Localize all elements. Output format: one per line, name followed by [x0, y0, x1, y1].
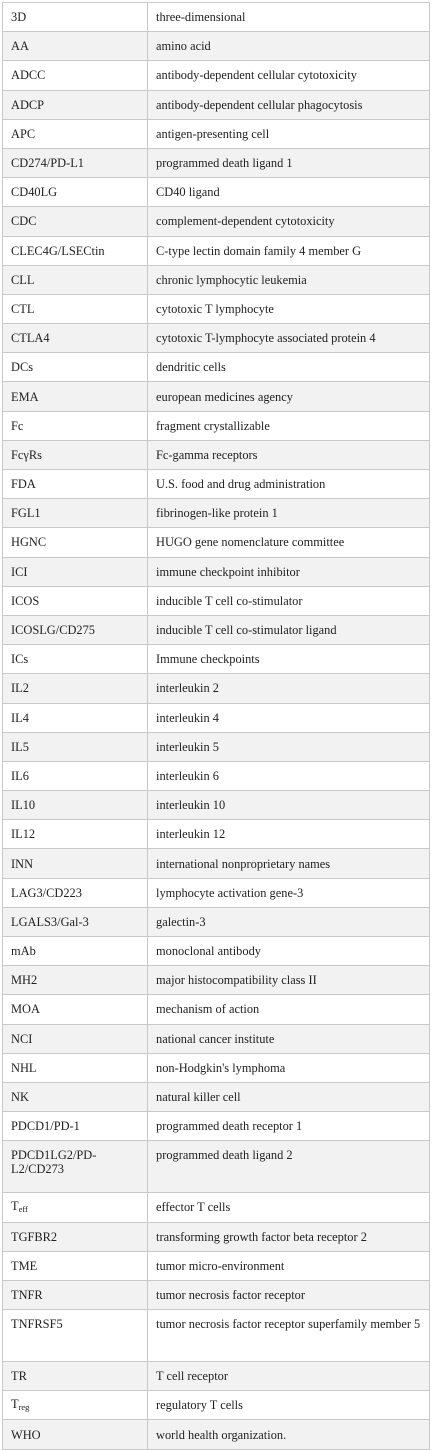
table-row	[3, 1310, 430, 1362]
abbreviation-term: ICI	[11, 564, 28, 579]
table-row	[3, 557, 430, 586]
definition-cell	[148, 937, 430, 966]
abbreviation-term: CTL	[11, 301, 35, 316]
abbreviation-term: IL5	[11, 739, 29, 754]
definition-text: cytotoxic T-lymphocyte associated protein 4	[156, 331, 376, 346]
table-row	[3, 1280, 430, 1309]
abbreviation-cell	[3, 1141, 148, 1193]
abbreviation-term: FDA	[11, 477, 36, 492]
definition-cell	[148, 1024, 430, 1053]
definition-text: national cancer institute	[156, 1031, 275, 1046]
abbreviation-cell	[3, 1310, 148, 1362]
abbreviation-cell	[3, 761, 148, 790]
table-row	[3, 499, 430, 528]
abbreviation-subscript: eff	[18, 1203, 28, 1214]
table-row	[3, 1391, 430, 1420]
table-row	[3, 849, 430, 878]
definition-cell	[148, 1053, 430, 1082]
table-row	[3, 761, 430, 790]
abbreviation-cell	[3, 499, 148, 528]
definition-text: Fc-gamma receptors	[156, 447, 258, 462]
abbreviation-cell	[3, 178, 148, 207]
definition-cell	[148, 1112, 430, 1141]
definition-text: three-dimensional	[156, 10, 246, 25]
definition-text: T cell receptor	[156, 1369, 229, 1384]
definition-text: CD40 ligand	[156, 185, 220, 200]
abbreviation-term: TR	[11, 1369, 27, 1384]
table-row	[3, 382, 430, 411]
table-row	[3, 1420, 430, 1449]
table-row	[3, 440, 430, 469]
table-row	[3, 1112, 430, 1141]
definition-cell	[148, 586, 430, 615]
table-row	[3, 119, 430, 148]
abbreviation-cell	[3, 1024, 148, 1053]
definition-text: inducible T cell co-stimulator	[156, 593, 303, 608]
abbreviation-cell	[3, 1053, 148, 1082]
abbreviation-cell	[3, 907, 148, 936]
abbreviation-term: HGNC	[11, 535, 47, 550]
abbreviation-term: IL4	[11, 710, 29, 725]
definition-cell	[148, 878, 430, 907]
definition-cell	[148, 1141, 430, 1193]
abbreviation-term: IL6	[11, 768, 29, 783]
definition-cell	[148, 324, 430, 353]
abbreviation-subscript: reg	[18, 1401, 30, 1412]
table-row	[3, 1222, 430, 1251]
definition-text: interleukin 2	[156, 681, 219, 696]
definition-text: regulatory T cells	[156, 1398, 243, 1413]
table-row	[3, 265, 430, 294]
abbreviation-term: FGL1	[11, 506, 41, 521]
definition-text: amino acid	[156, 39, 211, 54]
table-row	[3, 32, 430, 61]
abbreviation-cell	[3, 1420, 148, 1449]
abbreviation-term: TME	[11, 1258, 38, 1273]
definition-text: HUGO gene nomenclature committee	[156, 535, 345, 550]
table-row	[3, 61, 430, 90]
table-row	[3, 3, 430, 32]
table-row	[3, 966, 430, 995]
definition-text: fibrinogen-like protein 1	[156, 506, 278, 521]
table-row	[3, 1362, 430, 1391]
abbreviation-term: NHL	[11, 1060, 37, 1075]
definition-cell	[148, 1082, 430, 1111]
definition-text: major histocompatibility class II	[156, 973, 317, 988]
abbreviation-term: INN	[11, 856, 34, 871]
table-row	[3, 294, 430, 323]
abbreviation-cell	[3, 1222, 148, 1251]
definition-text: interleukin 12	[156, 827, 226, 842]
definition-cell	[148, 90, 430, 119]
definition-cell	[148, 849, 430, 878]
definition-text: european medicines agency	[156, 389, 293, 404]
table-row	[3, 878, 430, 907]
definition-text: natural killer cell	[156, 1090, 241, 1105]
definition-text: antibody-dependent cellular cytotoxicity	[156, 68, 357, 83]
table-row	[3, 90, 430, 119]
abbreviation-cell	[3, 1112, 148, 1141]
abbreviations-table	[2, 2, 430, 1450]
abbreviation-term: EMA	[11, 389, 39, 404]
definition-cell	[148, 32, 430, 61]
definition-cell	[148, 732, 430, 761]
definition-cell	[148, 470, 430, 499]
definition-text: antigen-presenting cell	[156, 126, 270, 141]
abbreviation-cell	[3, 966, 148, 995]
definition-text: immune checkpoint inhibitor	[156, 564, 300, 579]
abbreviation-cell	[3, 1362, 148, 1391]
definition-text: tumor necrosis factor receptor superfamily member 5	[156, 1317, 421, 1332]
definition-cell	[148, 674, 430, 703]
definition-text: C-type lectin domain family 4 member G	[156, 243, 362, 258]
definition-cell	[148, 294, 430, 323]
definition-cell	[148, 411, 430, 440]
abbreviation-cell	[3, 937, 148, 966]
abbreviation-term: PDCD1LG2/PD-L2/CD273	[11, 1148, 97, 1177]
definition-text: interleukin 10	[156, 798, 226, 813]
definition-text: non-Hodgkin's lymphoma	[156, 1060, 286, 1075]
definition-cell	[148, 382, 430, 411]
table-row	[3, 995, 430, 1024]
definition-cell	[148, 1222, 430, 1251]
abbreviation-cell	[3, 615, 148, 644]
abbreviation-term: CD40LG	[11, 185, 58, 200]
abbreviation-cell	[3, 353, 148, 382]
table-row	[3, 586, 430, 615]
definition-cell	[148, 1251, 430, 1280]
definition-text: tumor micro-environment	[156, 1258, 285, 1273]
definition-cell	[148, 61, 430, 90]
abbreviation-cell	[3, 849, 148, 878]
definition-text: dendritic cells	[156, 360, 226, 375]
abbreviation-term: CDC	[11, 214, 37, 229]
abbreviation-cell	[3, 236, 148, 265]
abbreviation-cell	[3, 703, 148, 732]
abbreviation-cell	[3, 645, 148, 674]
abbreviation-term: LAG3/CD223	[11, 885, 82, 900]
table-row	[3, 645, 430, 674]
definition-text: fragment crystallizable	[156, 418, 270, 433]
table-row	[3, 470, 430, 499]
definition-cell	[148, 499, 430, 528]
abbreviation-cell	[3, 440, 148, 469]
abbreviation-cell	[3, 732, 148, 761]
abbreviation-term: DCs	[11, 360, 34, 375]
table-row	[3, 1082, 430, 1111]
table-row	[3, 907, 430, 936]
definition-text: world health organization.	[156, 1427, 287, 1442]
definition-text: galectin-3	[156, 914, 206, 929]
table-row	[3, 703, 430, 732]
table-row	[3, 1193, 430, 1222]
table-row	[3, 236, 430, 265]
definition-cell	[148, 966, 430, 995]
table-row	[3, 1053, 430, 1082]
abbreviation-cell	[3, 1280, 148, 1309]
abbreviation-term: NCI	[11, 1031, 33, 1046]
table-row	[3, 353, 430, 382]
abbreviation-term: LGALS3/Gal-3	[11, 914, 89, 929]
abbreviation-term: T	[11, 1198, 19, 1213]
abbreviation-cell	[3, 207, 148, 236]
abbreviation-term: T	[11, 1396, 19, 1411]
definition-cell	[148, 1391, 430, 1420]
definition-cell	[148, 353, 430, 382]
definition-cell	[148, 528, 430, 557]
table-row	[3, 178, 430, 207]
abbreviation-term: APC	[11, 126, 36, 141]
definition-text: programmed death ligand 2	[156, 1148, 293, 1163]
definition-cell	[148, 645, 430, 674]
abbreviation-term: TGFBR2	[11, 1229, 58, 1244]
abbreviation-term: CD274/PD-L1	[11, 156, 84, 171]
abbreviation-term: MH2	[11, 973, 38, 988]
abbreviation-cell	[3, 674, 148, 703]
abbreviations-table-body	[3, 3, 430, 1450]
abbreviation-term: ICOS	[11, 593, 40, 608]
definition-cell	[148, 615, 430, 644]
table-row	[3, 615, 430, 644]
table-row	[3, 411, 430, 440]
definition-cell	[148, 791, 430, 820]
definition-cell	[148, 995, 430, 1024]
definition-text: tumor necrosis factor receptor	[156, 1287, 305, 1302]
abbreviation-cell	[3, 324, 148, 353]
definition-text: interleukin 6	[156, 768, 219, 783]
definition-text: inducible T cell co-stimulator ligand	[156, 623, 337, 638]
definition-cell	[148, 440, 430, 469]
definition-text: programmed death ligand 1	[156, 156, 293, 171]
definition-text: monoclonal antibody	[156, 944, 261, 959]
abbreviation-term: FcγRs	[11, 447, 42, 462]
abbreviation-term: IL10	[11, 798, 36, 813]
definition-text: Immune checkpoints	[156, 652, 260, 667]
definition-text: complement-dependent cytotoxicity	[156, 214, 335, 229]
abbreviation-cell	[3, 528, 148, 557]
definition-cell	[148, 1280, 430, 1309]
abbreviation-cell	[3, 557, 148, 586]
table-row	[3, 324, 430, 353]
abbreviation-term: NK	[11, 1090, 29, 1105]
definition-text: cytotoxic T lymphocyte	[156, 301, 274, 316]
abbreviation-term: TNFR	[11, 1287, 43, 1302]
definition-text: antibody-dependent cellular phagocytosis	[156, 97, 363, 112]
definition-cell	[148, 1362, 430, 1391]
abbreviation-term: WHO	[11, 1427, 41, 1442]
abbreviation-cell	[3, 294, 148, 323]
abbreviation-term: 3D	[11, 10, 27, 25]
table-row	[3, 207, 430, 236]
table-row	[3, 1251, 430, 1280]
definition-cell	[148, 1193, 430, 1222]
definition-cell	[148, 820, 430, 849]
definition-cell	[148, 907, 430, 936]
definition-text: chronic lymphocytic leukemia	[156, 272, 307, 287]
abbreviation-term: CLL	[11, 272, 35, 287]
abbreviation-term: ICOSLG/CD275	[11, 623, 95, 638]
abbreviation-term: TNFRSF5	[11, 1317, 63, 1332]
abbreviation-cell	[3, 3, 148, 32]
definition-cell	[148, 3, 430, 32]
definition-cell	[148, 703, 430, 732]
table-row	[3, 732, 430, 761]
definition-cell	[148, 1310, 430, 1362]
abbreviation-cell	[3, 148, 148, 177]
definition-text: effector T cells	[156, 1200, 231, 1215]
definition-text: interleukin 5	[156, 739, 219, 754]
definition-text: lymphocyte activation gene-3	[156, 885, 304, 900]
table-row	[3, 674, 430, 703]
definition-cell	[148, 148, 430, 177]
abbreviation-term: CTLA4	[11, 331, 50, 346]
table-row	[3, 148, 430, 177]
abbreviation-term: ICs	[11, 652, 29, 667]
abbreviation-cell	[3, 1082, 148, 1111]
definition-text: mechanism of action	[156, 1002, 260, 1017]
abbreviation-cell	[3, 61, 148, 90]
abbreviation-term: CLEC4G/LSECtin	[11, 243, 105, 258]
abbreviation-term: ADCC	[11, 68, 46, 83]
definition-cell	[148, 207, 430, 236]
abbreviation-term: PDCD1/PD-1	[11, 1119, 80, 1134]
abbreviation-cell	[3, 119, 148, 148]
abbreviation-cell	[3, 411, 148, 440]
abbreviation-cell	[3, 382, 148, 411]
abbreviation-cell	[3, 470, 148, 499]
definition-cell	[148, 178, 430, 207]
abbreviation-cell	[3, 820, 148, 849]
abbreviation-term: MOA	[11, 1002, 40, 1017]
abbreviation-term: mAb	[11, 944, 36, 959]
abbreviation-cell	[3, 32, 148, 61]
table-row	[3, 528, 430, 557]
table-row	[3, 820, 430, 849]
abbreviation-cell	[3, 995, 148, 1024]
table-row	[3, 1024, 430, 1053]
definition-cell	[148, 557, 430, 586]
abbreviation-cell	[3, 1391, 148, 1420]
abbreviation-cell	[3, 265, 148, 294]
definition-cell	[148, 1420, 430, 1449]
abbreviation-cell	[3, 90, 148, 119]
abbreviation-term: AA	[11, 39, 29, 54]
definition-text: international nonproprietary names	[156, 856, 331, 871]
table-row	[3, 791, 430, 820]
abbreviation-term: Fc	[11, 418, 24, 433]
abbreviation-cell	[3, 878, 148, 907]
table-row	[3, 937, 430, 966]
abbreviation-cell	[3, 791, 148, 820]
definition-cell	[148, 761, 430, 790]
abbreviation-term: ADCP	[11, 97, 45, 112]
definition-text: U.S. food and drug administration	[156, 477, 326, 492]
abbreviation-cell	[3, 1251, 148, 1280]
definition-text: interleukin 4	[156, 710, 219, 725]
abbreviation-term: IL2	[11, 681, 29, 696]
definition-cell	[148, 236, 430, 265]
definition-cell	[148, 265, 430, 294]
table-row	[3, 1141, 430, 1193]
definition-text: programmed death receptor 1	[156, 1119, 303, 1134]
abbreviation-term: IL12	[11, 827, 36, 842]
definition-text: transforming growth factor beta receptor 2	[156, 1229, 367, 1244]
abbreviation-cell	[3, 586, 148, 615]
definition-cell	[148, 119, 430, 148]
abbreviation-cell	[3, 1193, 148, 1222]
